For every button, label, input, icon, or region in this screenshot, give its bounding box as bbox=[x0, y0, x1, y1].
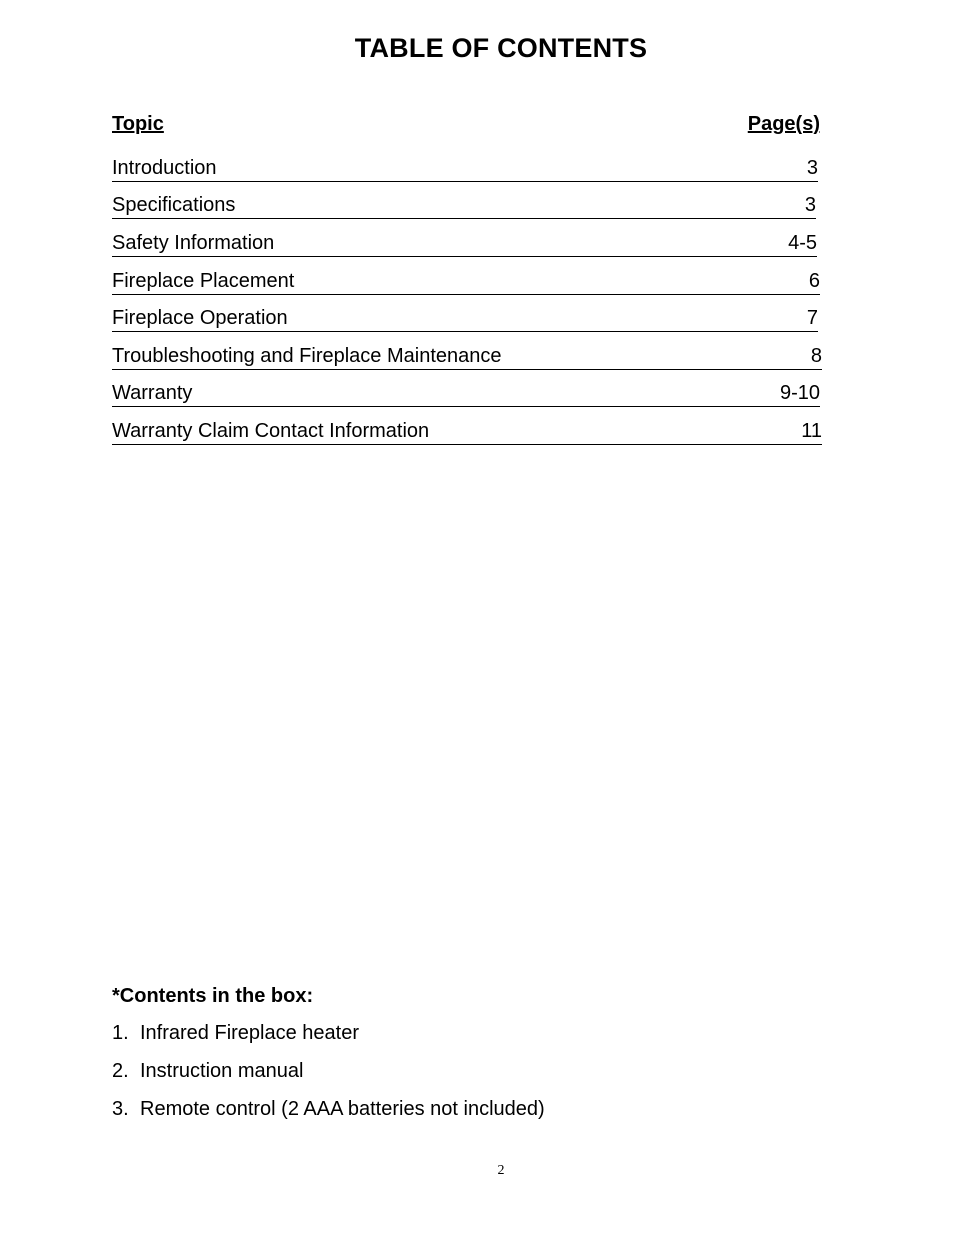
toc-entry-page: 11 bbox=[801, 420, 822, 442]
list-item-number: 3. bbox=[112, 1098, 129, 1120]
contents-in-box-heading: *Contents in the box: bbox=[112, 985, 314, 1007]
toc-entry-label: Fireplace Placement bbox=[112, 270, 295, 292]
toc-entry-label: Fireplace Operation bbox=[112, 307, 288, 329]
toc-entry-page: 3 bbox=[806, 157, 818, 179]
list-item-text: Infrared Fireplace heater bbox=[140, 1022, 360, 1044]
toc-entry-page: 7 bbox=[806, 307, 818, 329]
toc-entry-specifications bbox=[112, 193, 816, 219]
toc-header bbox=[112, 113, 820, 139]
list-item bbox=[112, 1098, 545, 1121]
toc-entry-label: Warranty bbox=[112, 382, 193, 404]
toc-entry-warranty-claim-contact bbox=[112, 419, 822, 445]
toc-entry-label: Warranty Claim Contact Information bbox=[112, 420, 430, 442]
toc-entry-safety-information bbox=[112, 231, 817, 257]
toc-entry-page: 4-5 bbox=[788, 232, 817, 254]
toc-entry-introduction bbox=[112, 156, 818, 182]
toc-entry-warranty bbox=[112, 381, 820, 407]
list-item-number: 1. bbox=[112, 1022, 129, 1044]
toc-entry-page: 6 bbox=[808, 270, 820, 292]
toc-entry-page: 3 bbox=[804, 194, 816, 216]
list-item-text: Remote control (2 AAA batteries not included) bbox=[140, 1098, 545, 1120]
list-item-text: Instruction manual bbox=[140, 1060, 304, 1082]
toc-entry-page: 9-10 bbox=[779, 382, 820, 404]
page-title: TABLE OF CONTENTS bbox=[354, 33, 648, 63]
list-item bbox=[112, 1022, 359, 1045]
toc-entry-fireplace-operation bbox=[112, 306, 818, 332]
topic-column-header: Topic bbox=[112, 113, 164, 135]
page-number: 2 bbox=[497, 1163, 505, 1178]
toc-entry-label: Introduction bbox=[112, 157, 217, 179]
pages-column-header: Page(s) bbox=[747, 113, 820, 135]
toc-entry-label: Safety Information bbox=[112, 232, 275, 254]
toc-entry-label: Troubleshooting and Fireplace Maintenance bbox=[112, 345, 502, 367]
toc-entry-page: 8 bbox=[810, 345, 822, 367]
toc-entry-troubleshooting bbox=[112, 344, 822, 370]
list-item-number: 2. bbox=[112, 1060, 129, 1082]
toc-entry-fireplace-placement bbox=[112, 269, 820, 295]
list-item bbox=[112, 1060, 303, 1083]
toc-entry-label: Specifications bbox=[112, 194, 236, 216]
